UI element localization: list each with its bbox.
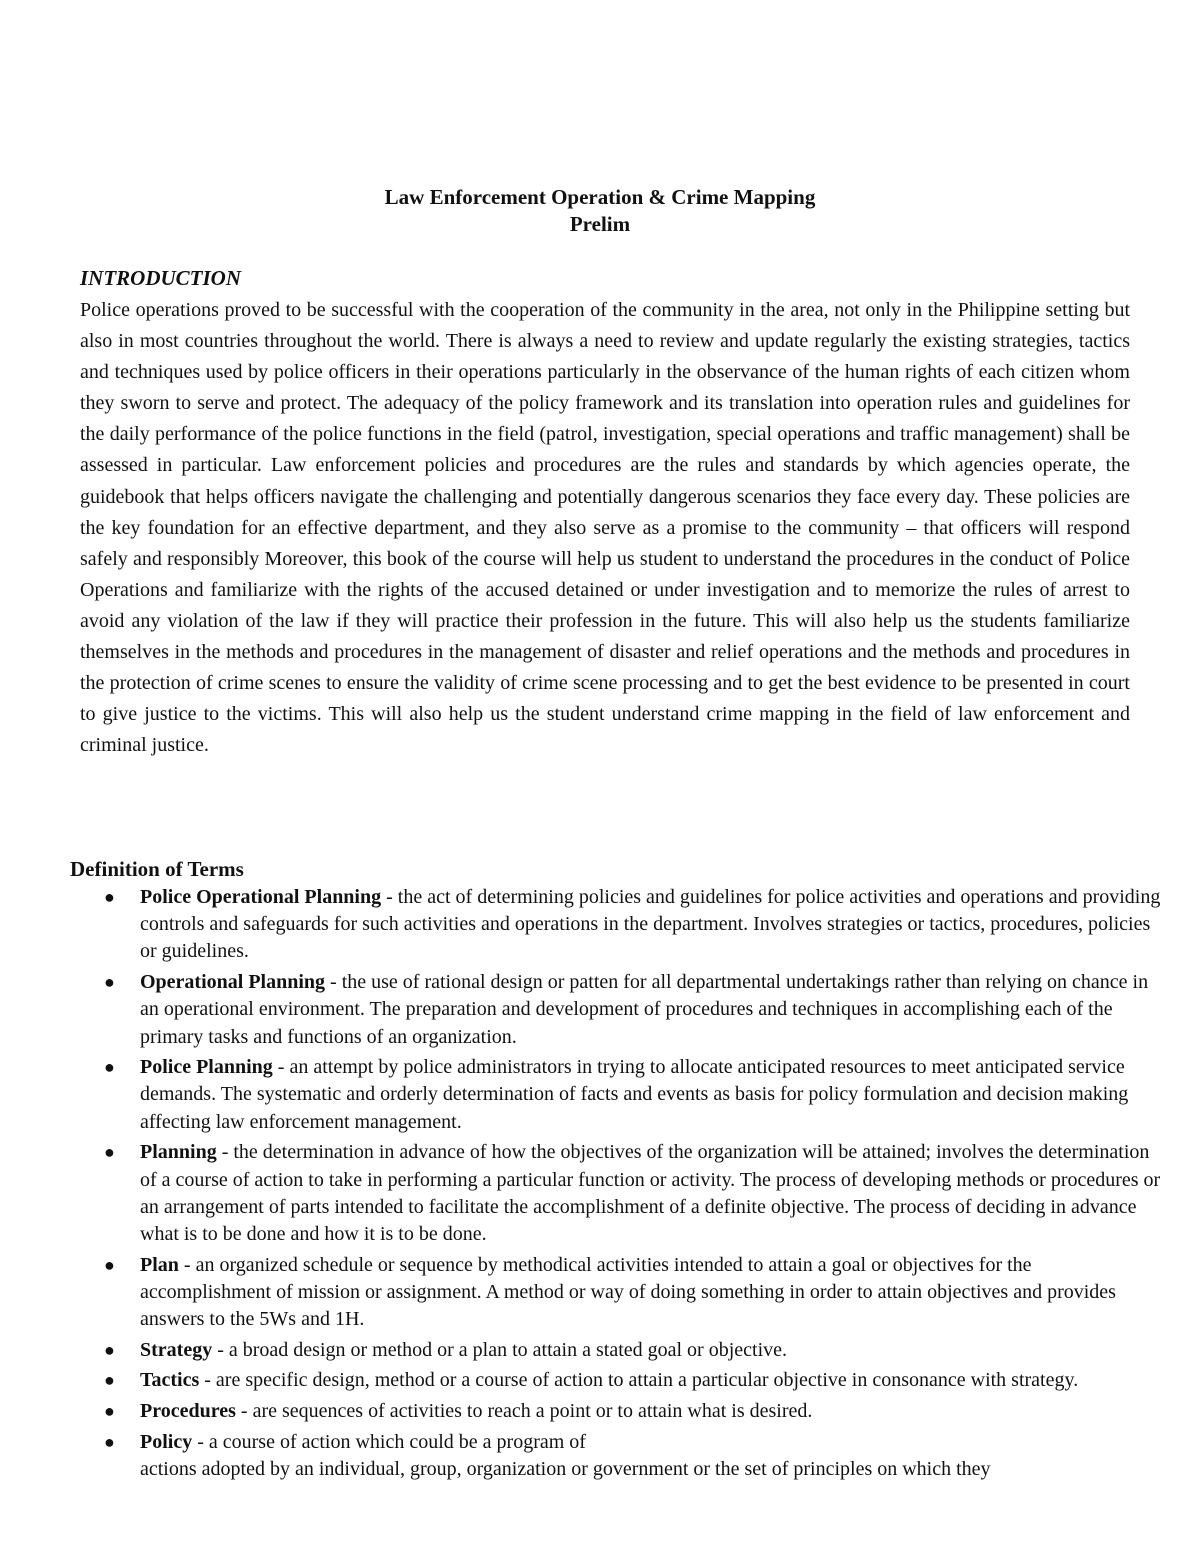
definition-item-operational-planning bbox=[104, 969, 1162, 1051]
title-block bbox=[0, 184, 1200, 238]
definition-text: - an organized schedule or sequence by methodical activities intended to attain a goal or objectives for the accomplishment of mission or assignment. A method or way of doing something in order to attain objectives and provides answers to the 5Ws and 1H. bbox=[140, 1253, 1116, 1331]
definitions-list bbox=[104, 884, 1162, 1487]
bullet-icon: ● bbox=[104, 1254, 115, 1275]
bullet-icon: ● bbox=[104, 1057, 115, 1078]
definition-item-police-operational-planning bbox=[104, 884, 1162, 966]
definition-term: Planning bbox=[140, 1141, 217, 1164]
definition-term: Strategy bbox=[140, 1338, 213, 1361]
definition-term: Procedures bbox=[140, 1400, 236, 1423]
definition-item-police-planning bbox=[104, 1054, 1162, 1136]
definition-text: - the use of rational design or patten for all departmental undertakings rather than relying on chance in an operational environment. The preparation and development of procedures and techniques in accomplishing each of the primary tasks and functions of an organization. bbox=[140, 971, 1149, 1048]
document-title: Law Enforcement Operation & Crime Mapping bbox=[384, 185, 816, 209]
bullet-icon: ● bbox=[104, 1142, 115, 1163]
definition-text: - a course of action which could be a program of bbox=[192, 1430, 586, 1453]
document-subtitle: Prelim bbox=[569, 212, 631, 236]
definition-continuation: actions adopted by an individual, group, organization or government or the set of principles on which they bbox=[140, 1458, 991, 1481]
introduction-paragraph: Police operations proved to be successful with the cooperation of the community in the area, not only in the Philippine setting but also in most countries throughout the world. There is always a need to review and update regularly the existing strategies, tactics and techniques used by police officers in their operations particularly in the observance of the human rights of each citizen whom they sworn to serve and protect. The adequacy of the policy framework and its translation into operation rules and guidelines for the daily performance of the police functions in the field (patrol, investigation, special operations and traffic management) shall be assessed in particular. Law enforcement policies and procedures are the rules and standards by which agencies operate, the guidebook that helps officers navigate the challenging and potentially dangerous scenarios they face every day. These policies are the key foundation for an effective department, and they also serve as a promise to the community – that officers will respond safely and responsibly Moreover, this book of the course will help us student to understand the procedures in the conduct of Police Operations and familiarize with the rights of the accused detained or under investigation and to memorize the rules of arrest to avoid any violation of the law if they will practice their profession in the future. This will also help us the students familiarize themselves in the methods and procedures in the management of disaster and relief operations and the methods and procedures in the protection of crime scenes to ensure the validity of crime scene processing and to get the best evidence to be presented in court to give justice to the victims. This will also help us the student understand crime mapping in the field of law enforcement and criminal justice. bbox=[80, 299, 1130, 757]
definition-term: Operational Planning bbox=[140, 971, 326, 994]
bullet-icon: ● bbox=[104, 887, 115, 907]
definition-text: - a broad design or method or a plan to attain a stated goal or objective. bbox=[212, 1338, 788, 1361]
bullet-icon: ● bbox=[104, 1431, 115, 1452]
definition-text: - the determination in advance of how the objectives of the organization will be attained; involves the determination of a course of action to take in performing a particular function or activity. The process of developing methods or procedures or an arrangement of parts intended to facilitate the accomplishment of a definite objective. The process of deciding in advance what is to be done and how it is to be done. bbox=[140, 1141, 1161, 1245]
definition-term: Policy bbox=[140, 1430, 193, 1453]
definition-term: Plan bbox=[140, 1253, 179, 1276]
definition-text: - an attempt by police administrators in trying to allocate anticipated resources to meet anticipated service demands. The systematic and orderly determination of facts and events as basis for policy formulation and decision making affecting law enforcement management. bbox=[140, 1056, 1129, 1133]
definitions-heading: Definition of Terms bbox=[70, 857, 244, 881]
definition-text: - the act of determining policies and guidelines for police activities and operations and providing controls and safeguards for such activities and operations in the department. Involves strategies or tactics, procedures, policies or guidelines. bbox=[140, 886, 1161, 963]
definition-item-planning bbox=[104, 1139, 1162, 1248]
definition-item-policy bbox=[104, 1429, 1162, 1483]
bullet-icon: ● bbox=[104, 1401, 115, 1422]
definition-item-procedures bbox=[104, 1398, 1162, 1425]
definition-text: - are specific design, method or a course of action to attain a particular objective in consonance with strategy. bbox=[199, 1369, 1079, 1392]
bullet-icon: ● bbox=[104, 972, 115, 993]
definition-item-plan bbox=[104, 1252, 1162, 1334]
bullet-icon: ● bbox=[104, 1339, 115, 1360]
definition-term: Police Operational Planning bbox=[140, 886, 382, 908]
definition-term: Tactics bbox=[140, 1369, 200, 1392]
introduction-heading: INTRODUCTION bbox=[80, 266, 242, 290]
bullet-icon: ● bbox=[104, 1370, 115, 1391]
definition-item-tactics bbox=[104, 1367, 1162, 1394]
definition-term: Police Planning bbox=[140, 1056, 273, 1079]
definition-text: - are sequences of activities to reach a point or to attain what is desired. bbox=[235, 1400, 813, 1423]
definition-item-strategy bbox=[104, 1337, 1162, 1364]
